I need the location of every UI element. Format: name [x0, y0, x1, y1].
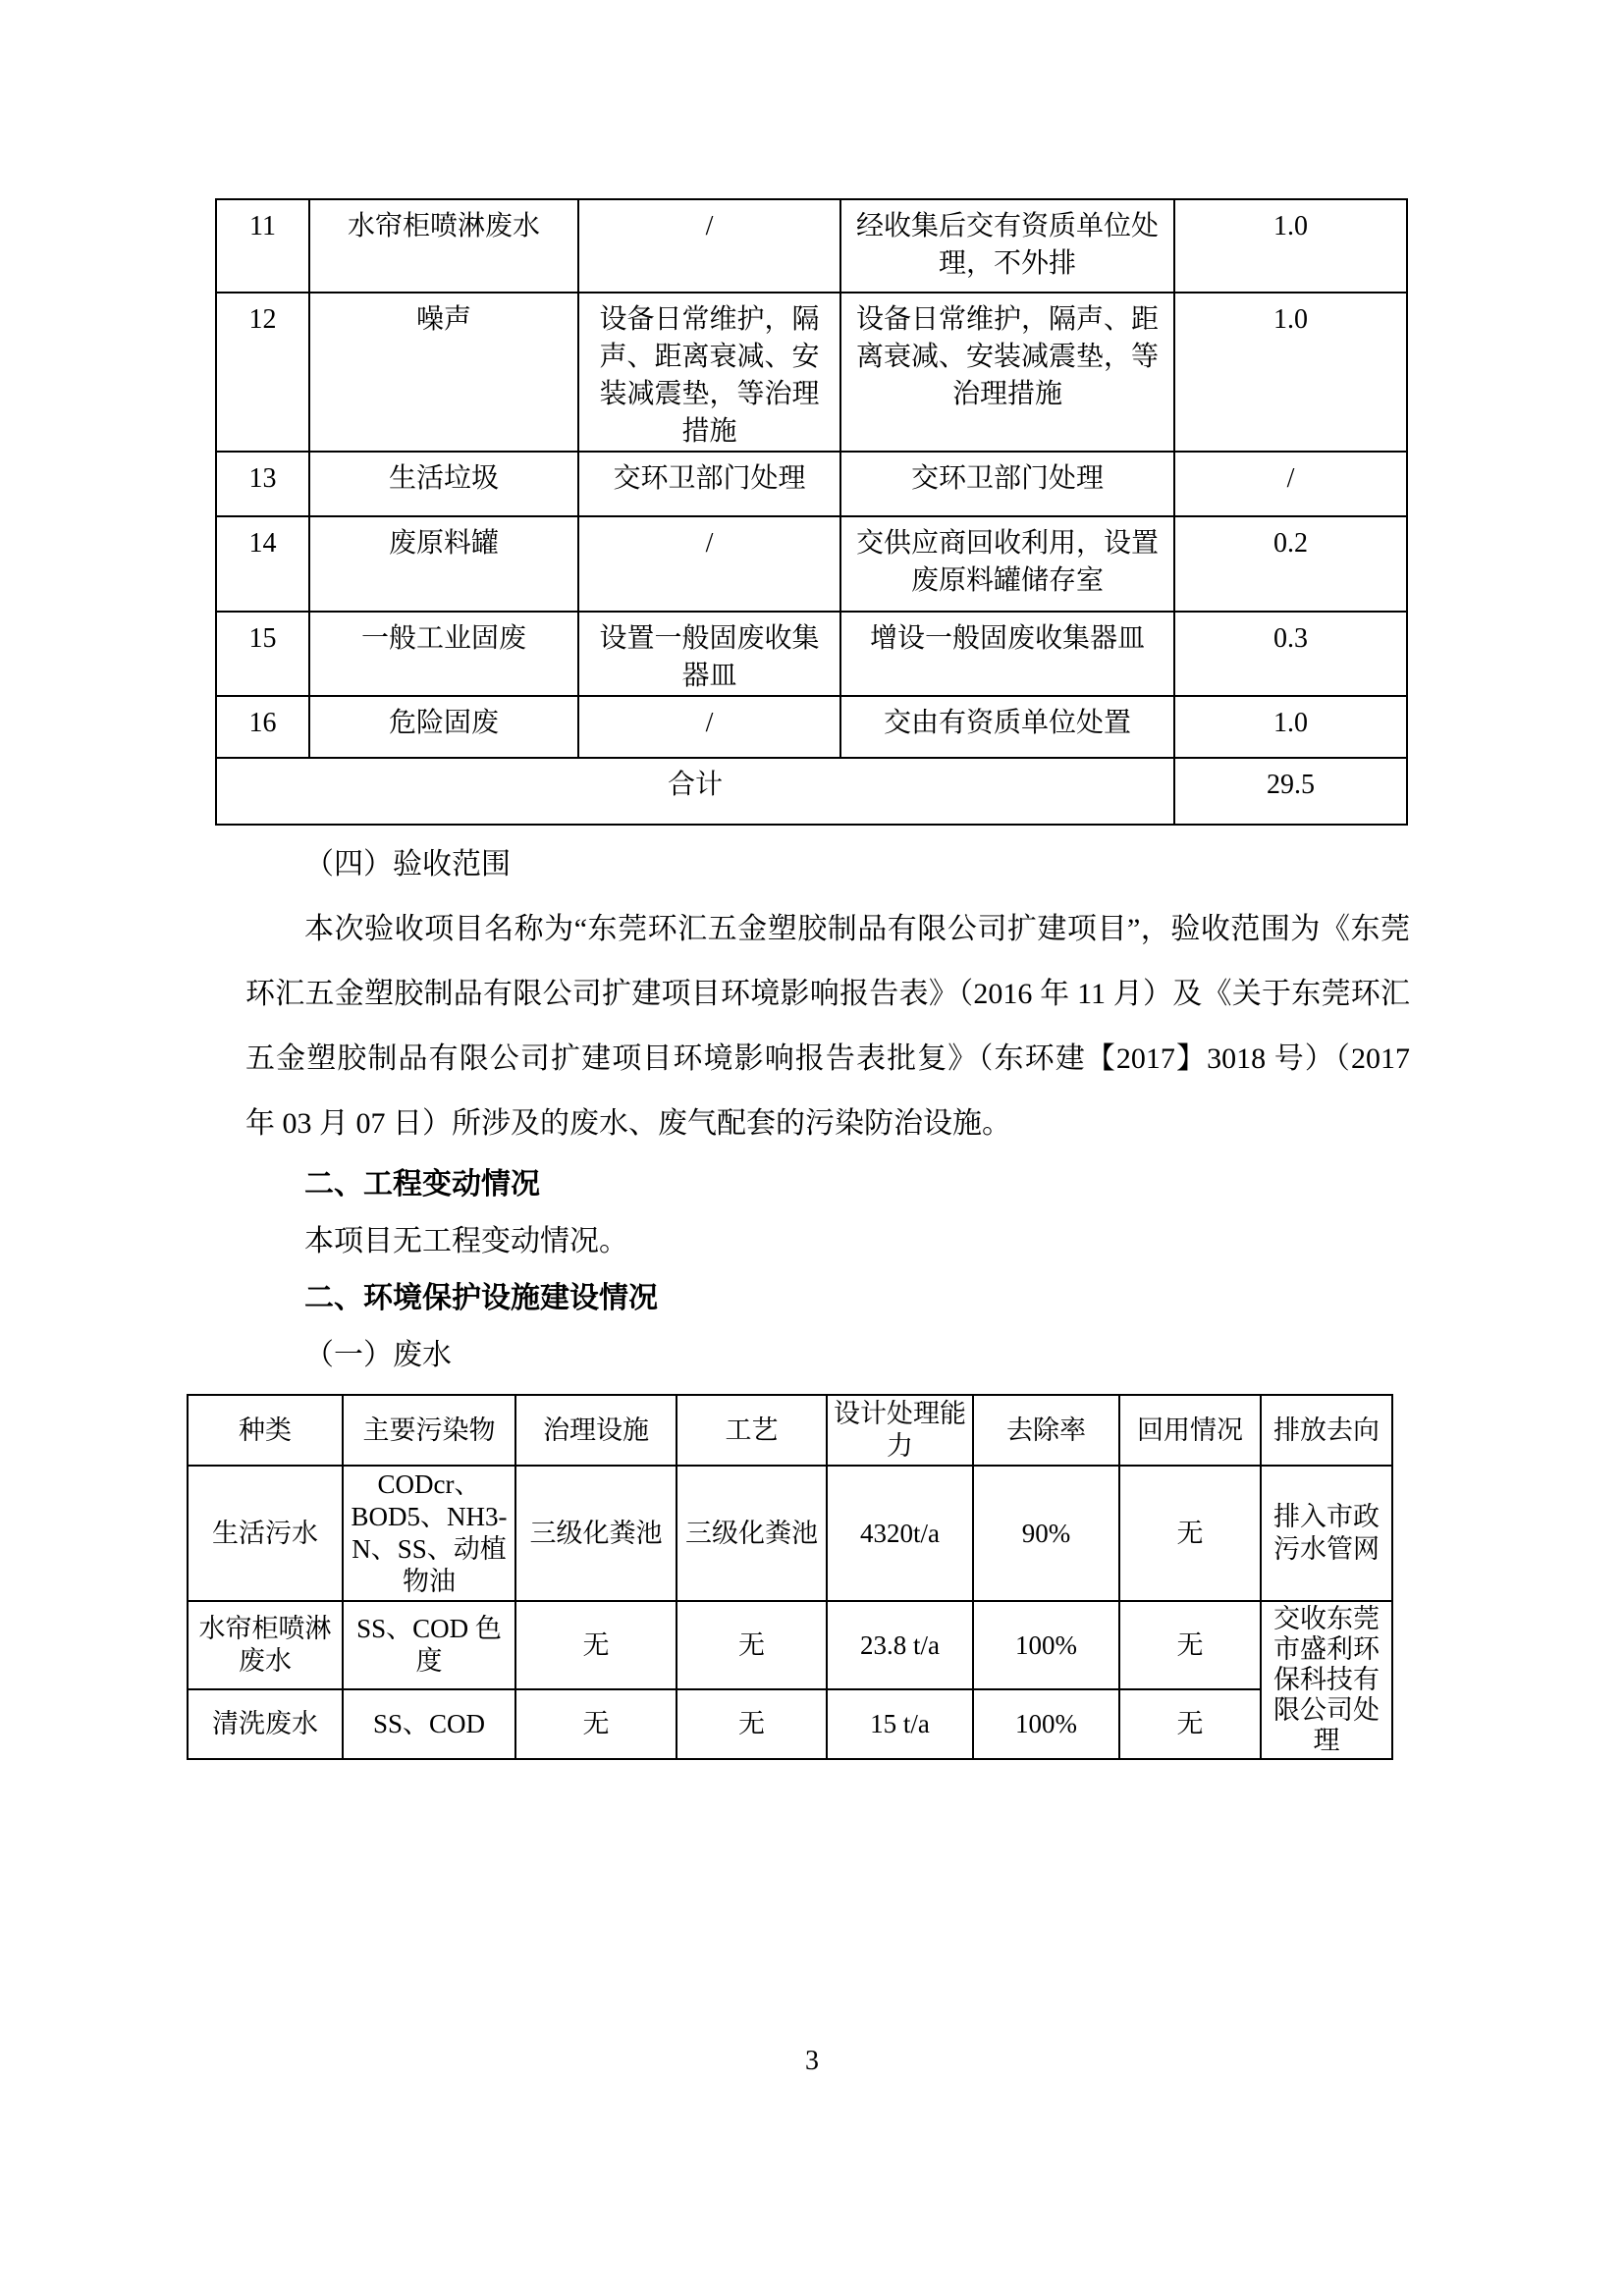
header-cell: 排放去向 — [1261, 1395, 1392, 1466]
table-row — [216, 293, 1407, 452]
removal-rate-cell: 100% — [973, 1689, 1119, 1759]
eia-measure-cell: 设置一般固废收集器皿 — [578, 612, 840, 696]
cost-cell: / — [1174, 452, 1407, 516]
env-protection-heading: 二、环境保护设施建设情况 — [304, 1282, 658, 1314]
table-row — [216, 696, 1407, 758]
row-number-cell: 14 — [216, 516, 309, 612]
eia-measure-cell: 交环卫部门处理 — [578, 452, 840, 516]
row-number-cell: 13 — [216, 452, 309, 516]
page-number: 3 — [805, 2046, 819, 2076]
item-cell: 一般工业固废 — [309, 612, 578, 696]
reuse-cell: 无 — [1119, 1466, 1261, 1601]
total-label-cell: 合计 — [216, 758, 1174, 825]
pollutants-cell: SS、COD 色度 — [343, 1601, 515, 1689]
eia-measure-cell: 设备日常维护，隔声、距离衰减、安装减震垫，等治理措施 — [578, 293, 840, 452]
facility-cell: 无 — [515, 1689, 677, 1759]
table-row — [216, 516, 1407, 612]
table-row — [188, 1466, 1392, 1601]
total-value-cell: 29.5 — [1174, 758, 1407, 825]
process-cell: 无 — [677, 1689, 827, 1759]
capacity-cell: 23.8 t/a — [827, 1601, 973, 1689]
actual-measure-cell: 设备日常维护，隔声、距离衰减、安装减震垫，等治理措施 — [840, 293, 1174, 452]
cost-cell: 1.0 — [1174, 293, 1407, 452]
reuse-cell: 无 — [1119, 1689, 1261, 1759]
item-cell: 危险固废 — [309, 696, 578, 758]
project-change-paragraph: 本项目无工程变动情况。 — [304, 1225, 628, 1257]
destination-cell: 排入市政污水管网 — [1261, 1466, 1392, 1601]
cost-cell: 1.0 — [1174, 199, 1407, 293]
cost-cell: 0.3 — [1174, 612, 1407, 696]
header-cell: 回用情况 — [1119, 1395, 1261, 1466]
actual-measure-cell: 交由有资质单位处置 — [840, 696, 1174, 758]
wastewater-subheading: （一）废水 — [304, 1339, 452, 1371]
facility-cell: 三级化粪池 — [515, 1466, 677, 1601]
scope-section-heading: （四）验收范围 — [304, 848, 511, 881]
cost-cell: 0.2 — [1174, 516, 1407, 612]
scope-paragraph-line: 环汇五金塑胶制品有限公司扩建项目环境影响报告表》（2016 年 11 月）及《关于东莞环汇 — [245, 978, 1410, 1010]
project-change-heading: 二、工程变动情况 — [304, 1168, 540, 1201]
removal-rate-cell: 100% — [973, 1601, 1119, 1689]
header-cell: 去除率 — [973, 1395, 1119, 1466]
scope-paragraph-line: 五金塑胶制品有限公司扩建项目环境影响报告表批复》（东环建【2017】3018 号）（2017 — [245, 1042, 1410, 1075]
table-row — [188, 1689, 1392, 1759]
header-cell: 工艺 — [677, 1395, 827, 1466]
item-cell: 水帘柜喷淋废水 — [309, 199, 578, 293]
pollutants-cell: CODcr、BOD5、NH3-N、SS、动植物油 — [343, 1466, 515, 1601]
type-cell: 生活污水 — [188, 1466, 343, 1601]
table-row — [216, 452, 1407, 516]
scope-paragraph-line: 本次验收项目名称为“东莞环汇五金塑胶制品有限公司扩建项目”，验收范围为《东莞 — [304, 913, 1410, 945]
facility-cell: 无 — [515, 1601, 677, 1689]
text-content — [245, 832, 1410, 1384]
reuse-cell: 无 — [1119, 1601, 1261, 1689]
wastewater-facility-table — [187, 1394, 1393, 1760]
table-header-row — [188, 1395, 1392, 1466]
type-cell: 清洗废水 — [188, 1689, 343, 1759]
row-number-cell: 16 — [216, 696, 309, 758]
removal-rate-cell: 90% — [973, 1466, 1119, 1601]
row-number-cell: 15 — [216, 612, 309, 696]
eia-measure-cell: / — [578, 516, 840, 612]
row-number-cell: 11 — [216, 199, 309, 293]
scope-paragraph-line: 年 03 月 07 日）所涉及的废水、废气配套的污染防治设施。 — [245, 1107, 1011, 1140]
item-cell: 噪声 — [309, 293, 578, 452]
actual-measure-cell: 增设一般固废收集器皿 — [840, 612, 1174, 696]
pollution-control-cost-table — [215, 198, 1408, 826]
process-cell: 三级化粪池 — [677, 1466, 827, 1601]
header-cell: 设计处理能力 — [827, 1395, 973, 1466]
header-cell: 治理设施 — [515, 1395, 677, 1466]
table-row — [216, 612, 1407, 696]
capacity-cell: 15 t/a — [827, 1689, 973, 1759]
pollutants-cell: SS、COD — [343, 1689, 515, 1759]
header-cell: 主要污染物 — [343, 1395, 515, 1466]
item-cell: 废原料罐 — [309, 516, 578, 612]
eia-measure-cell: / — [578, 696, 840, 758]
eia-measure-cell: / — [578, 199, 840, 293]
actual-measure-cell: 交供应商回收利用，设置废原料罐储存室 — [840, 516, 1174, 612]
actual-measure-cell: 交环卫部门处理 — [840, 452, 1174, 516]
destination-merged-cell: 交收东莞市盛利环保科技有限公司处理 — [1261, 1601, 1392, 1759]
type-cell: 水帘柜喷淋废水 — [188, 1601, 343, 1689]
header-cell: 种类 — [188, 1395, 343, 1466]
item-cell: 生活垃圾 — [309, 452, 578, 516]
process-cell: 无 — [677, 1601, 827, 1689]
capacity-cell: 4320t/a — [827, 1466, 973, 1601]
table-total-row — [216, 758, 1407, 825]
table-row — [188, 1601, 1392, 1689]
cost-cell: 1.0 — [1174, 696, 1407, 758]
table-row — [216, 199, 1407, 293]
actual-measure-cell: 经收集后交有资质单位处理，不外排 — [840, 199, 1174, 293]
row-number-cell: 12 — [216, 293, 309, 452]
